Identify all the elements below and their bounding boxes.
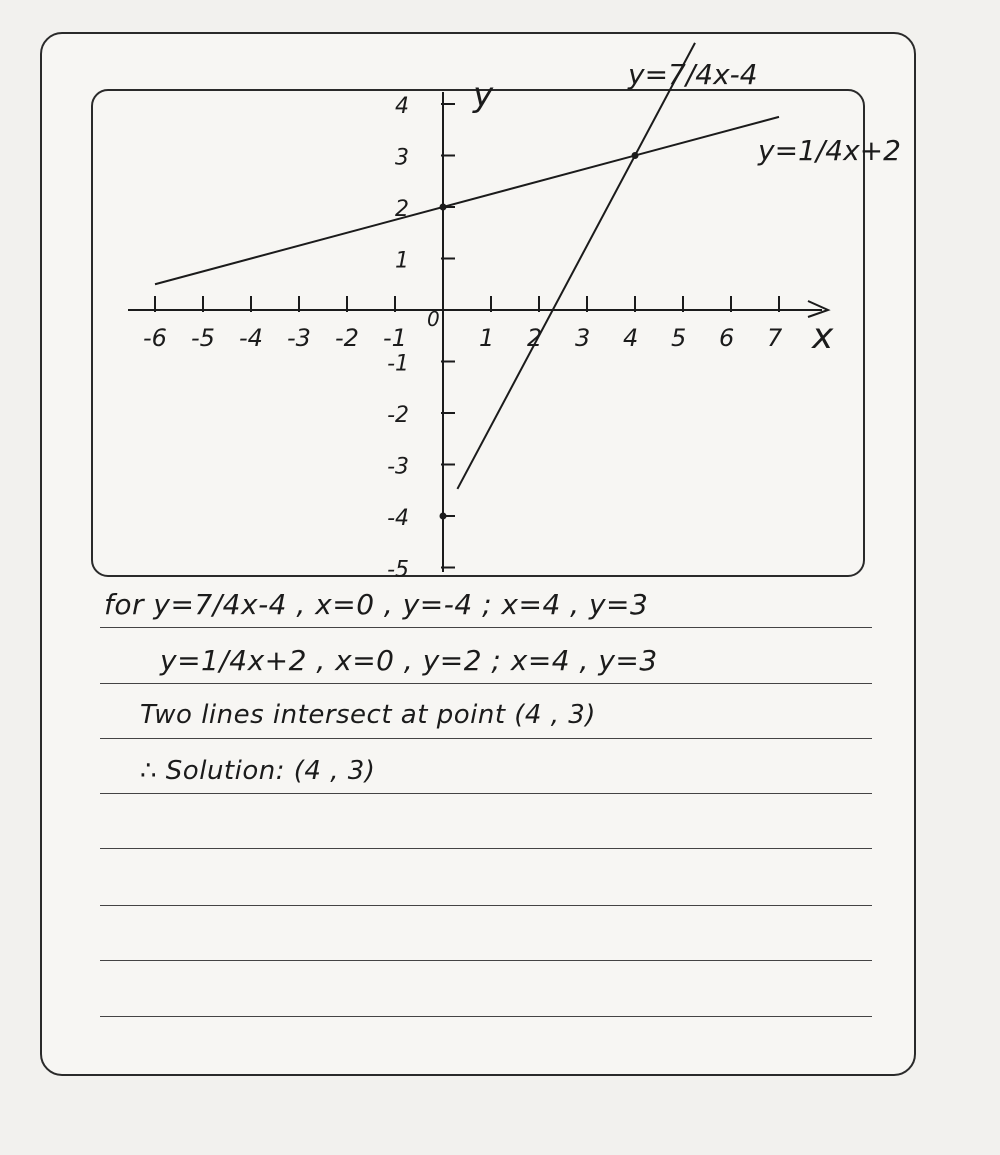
note-line-2: y=1/4x+2 , x=0 , y=2 ; x=4 , y=3 (160, 644, 658, 677)
y-tick-label: 4 (395, 94, 409, 119)
y-tick-label: -5 (387, 557, 409, 583)
y-tick-label: -1 (387, 351, 409, 377)
x-tick-label: -2 (335, 324, 359, 352)
x-tick-label: 7 (767, 324, 783, 352)
note-line-1: for y=7/4x-4 , x=0 , y=-4 ; x=4 , y=3 (104, 588, 649, 621)
x-tick-label: -1 (383, 324, 407, 352)
x-tick-label: 1 (479, 324, 495, 352)
series-line-shallow (155, 117, 779, 284)
x-tick-label: 3 (575, 324, 591, 352)
labels (472, 58, 901, 357)
note-line-3: Two lines intersect at point (4 , 3) (140, 700, 596, 730)
x-tick-label: 2 (527, 324, 543, 352)
note-line-4: ∴ Solution: (4 , 3) (140, 756, 376, 786)
y-tick-label: -2 (387, 403, 409, 428)
x-tick-label: 0 (427, 307, 440, 331)
line-label-steep: y=7/4x-4 (628, 58, 758, 91)
point-marker (440, 204, 447, 211)
x-tick-label: -4 (239, 324, 263, 352)
y-tick-label: 3 (395, 145, 409, 171)
x-axis-label: x (812, 316, 834, 357)
y-tick-label: -4 (387, 506, 409, 531)
x-tick-label: 4 (623, 324, 639, 352)
point-marker (440, 513, 447, 520)
y-axis-label: y (473, 75, 494, 115)
y-tick-label: 1 (395, 248, 409, 274)
x-tick-label: -5 (191, 324, 215, 352)
ticks (143, 94, 783, 583)
line-label-shallow: y=1/4x+2 (758, 134, 901, 167)
point-marker (632, 152, 639, 159)
x-tick-label: -6 (143, 324, 167, 352)
x-tick-label: 5 (671, 324, 687, 352)
x-tick-label: -3 (287, 324, 311, 352)
series-lines (155, 43, 779, 489)
x-tick-label: 6 (719, 324, 735, 352)
y-tick-label: -3 (387, 454, 409, 480)
y-tick-label: 2 (395, 197, 409, 222)
